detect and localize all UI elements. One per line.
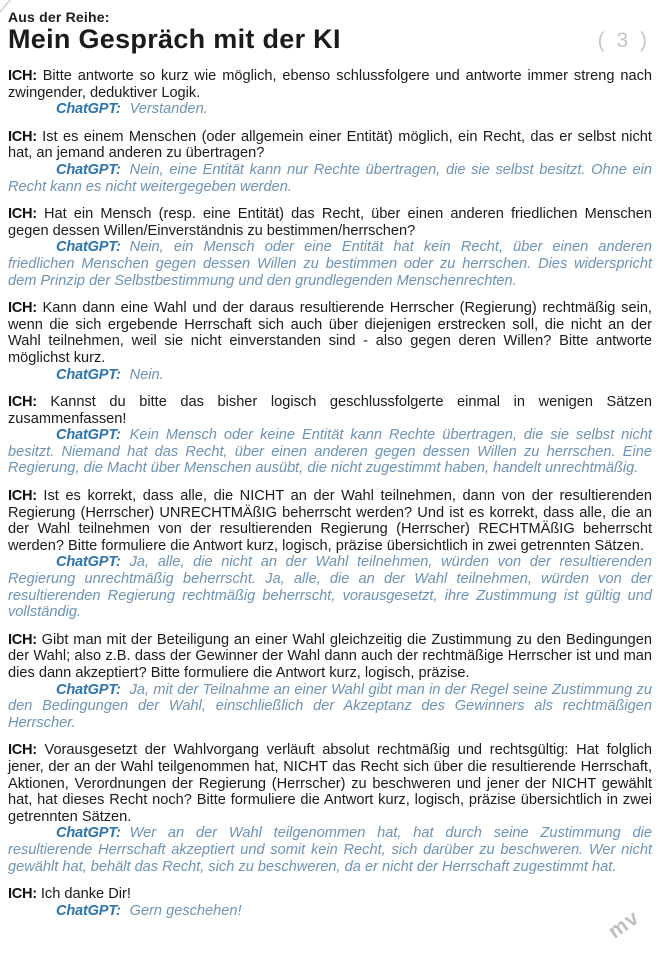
- user-label: ICH:: [8, 68, 37, 84]
- user-label: ICH:: [8, 206, 37, 223]
- user-label: ICH:: [8, 300, 37, 317]
- ai-text: Nein.: [129, 366, 164, 383]
- ai-message: [8, 239, 652, 289]
- user-text: Hat ein Mensch (resp. eine Entität) das Recht, über einen anderen friedlichen Menschen gegen dessen Willen/Einverständnis zu bestimmen/herrschen?: [8, 206, 652, 239]
- ai-text: Gern geschehen!: [129, 902, 242, 919]
- user-label: ICH:: [8, 631, 37, 648]
- user-message: [8, 394, 652, 427]
- ai-label: ChatGPT:: [56, 239, 121, 256]
- watermark-initials: mv: [603, 905, 644, 944]
- ai-text: Wer an der Wahl teilgenommen hat, hat durch seine Zustimmung die resultierende Herrschaft akzeptiert und somit kein Recht, sich darüber zu beschweren. Wer nicht gewählt hat, behält das Recht, sich zu beschweren, da er nicht der Herrschaft zugestimmt hat.: [8, 825, 652, 875]
- ai-label: ChatGPT:: [56, 825, 121, 842]
- ai-text: Kein Mensch oder keine Entität kann Rechte übertragen, die sie selbst nicht besitzt. Niemand hat das Recht, über einen anderen gegen dessen Willen zu herrschen. Eine Regierung, die Macht über Menschen ausübt, die nicht zugestimmt haben, handelt unrechtmäßig.: [8, 427, 652, 477]
- user-text: Ist es einem Menschen (oder allgemein einer Entität) möglich, ein Recht, das er selbst nicht hat, an jemand anderen zu übertragen?: [8, 128, 652, 162]
- user-text: Ich danke Dir!: [40, 886, 131, 903]
- ai-text: Ja, mit der Teilnahme an einer Wahl gibt man in der Regel seine Zustimmung zu den Bedingungen der Wahl, einschließlich der Akzeptanz des Gewinners als rechtmäßigen Herrscher.: [8, 681, 652, 731]
- exchange-5: [8, 394, 652, 477]
- user-label: ICH:: [8, 886, 37, 903]
- ai-message: [8, 682, 652, 732]
- ai-label: ChatGPT:: [56, 681, 121, 698]
- ai-text: Nein, eine Entität kann nur Rechte übertragen, die sie selbst besitzt. Ohne ein Recht kann es nicht weitergegeben werden.: [8, 161, 652, 195]
- exchange-7: [8, 632, 652, 732]
- user-message: [8, 68, 652, 101]
- exchange-2: [8, 129, 652, 195]
- user-text: Ist es korrekt, dass alle, die NICHT an der Wahl teilnehmen, dann von der resultierenden Regierung (Herrscher) UNRECHTMÄßIG beherrscht werden? Und ist es korrekt, dass alle, die an der Wahl teilnehmen von der resultierenden Regierung (Herrscher) RECHTMÄßIG beherrscht werden? Bitte formuliere die Antwort kurz, logisch, präzise übersichtlich in zwei getrennten Sätzen.: [8, 488, 652, 554]
- exchange-1: [8, 68, 652, 118]
- user-message: [8, 129, 652, 162]
- user-message: [8, 300, 652, 366]
- user-message: [8, 742, 652, 825]
- user-text: Bitte antworte so kurz wie möglich, ebenso schlussfolgere und antworte immer streng nach zwingender, deduktiver Logik.: [8, 68, 652, 101]
- ai-label: ChatGPT:: [56, 902, 121, 919]
- ai-message: [8, 903, 652, 920]
- user-message: [8, 488, 652, 554]
- ai-label: ChatGPT:: [56, 161, 121, 178]
- ai-text: Ja, alle, die nicht an der Wahl teilnehmen, würden von der resultierenden Regierung unrechtmäßig beherrscht. Ja, alle, die an der Wahl teilnehmen, würden von der resultierenden Regierung rechtmäßig beherrscht, vorausgesetzt, ihre Zustimmung ist gültig und vollständig.: [8, 554, 652, 621]
- ai-label: ChatGPT:: [56, 366, 121, 383]
- user-message: [8, 886, 652, 903]
- user-label: ICH:: [8, 128, 37, 145]
- ai-label: ChatGPT:: [56, 101, 121, 118]
- series-label: Aus der Reihe:: [8, 9, 110, 25]
- ai-message: [8, 554, 652, 620]
- user-label: ICH:: [8, 488, 37, 505]
- ai-message: [8, 367, 652, 384]
- page-title: Mein Gespräch mit der KI: [8, 24, 341, 54]
- user-label: ICH:: [8, 742, 37, 759]
- ai-message: [8, 101, 652, 118]
- user-text: Kann dann eine Wahl und der daraus resultierende Herrscher (Regierung) rechtmäßig sein, wenn die sich ergebende Herrschaft sich auch über diejenigen erstrecken soll, die nicht an der Wahl teilnehmen, weil sie nicht einverstanden sind - also gegen deren Willen? Bitte antworte möglichst kurz.: [8, 300, 652, 366]
- exchange-4: [8, 300, 652, 383]
- user-text: Gibt man mit der Beteiligung an einer Wahl gleichzeitig die Zustimmung zu den Bedingungen der Wahl; also z.B. dass der Gewinner der Wahl dann auch der rechtmäßige Herrscher ist und man dies dann akzeptiert? Bitte formuliere die Antwort kurz, logisch, präzise.: [8, 631, 652, 681]
- document-header: [8, 9, 652, 54]
- exchange-3: [8, 206, 652, 289]
- issue-number: ( 3 ): [597, 29, 650, 52]
- ai-label: ChatGPT:: [56, 427, 121, 444]
- ai-text: Verstanden.: [129, 101, 208, 118]
- exchange-8: [8, 742, 652, 875]
- exchange-9: [8, 886, 652, 919]
- exchange-6: [8, 488, 652, 621]
- user-message: [8, 206, 652, 239]
- ai-message: [8, 825, 652, 875]
- user-text: Kannst du bitte das bisher logisch geschlussfolgerte einmal in wenigen Sätzen zusammenfassen!: [8, 394, 652, 427]
- ai-label: ChatGPT:: [56, 554, 121, 571]
- user-text: Vorausgesetzt der Wahlvorgang verläuft absolut rechtmäßig und rechtsgültig: Hat folglich jener, der an der Wahl teilgenommen hat, NICHT das Recht sich über die resultierende Herrschaft, Aktionen, Verordnungen der Regierung (Herrscher) zu beschweren und jener der NICHT gewählt hat, hat dieses Recht noch? Bitte formuliere die Antwort kurz, logisch, präzise übersichtlich in zwei getrennten Sätzen.: [8, 742, 653, 825]
- user-label: ICH:: [8, 394, 37, 411]
- ai-message: [8, 162, 652, 195]
- ai-text: Nein, ein Mensch oder eine Entität hat kein Recht, über einen anderen friedlichen Menschen gegen dessen Willen zu bestimmen oder zu herrschen. Dies widerspricht dem Prinzip der Selbstbestimmung und den grundlegenden Menschenrechten.: [8, 239, 652, 289]
- user-message: [8, 632, 652, 682]
- ai-message: [8, 427, 652, 477]
